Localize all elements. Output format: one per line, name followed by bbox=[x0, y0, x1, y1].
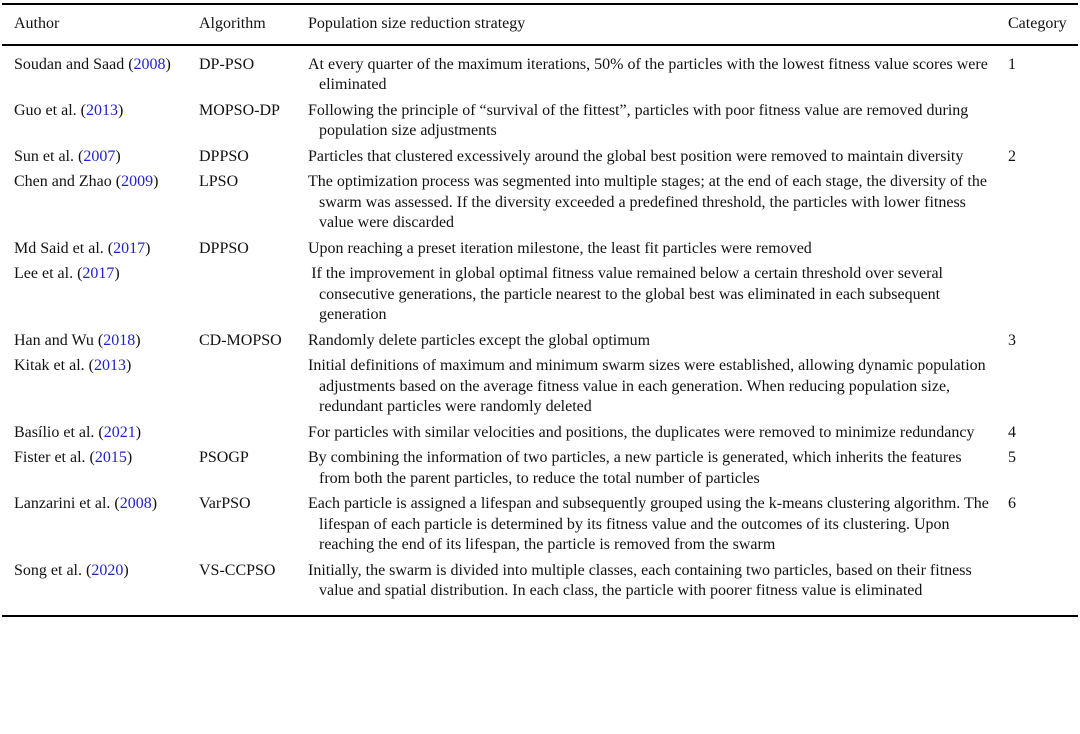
author-close-paren: ) bbox=[114, 265, 120, 282]
author-cell bbox=[14, 147, 199, 168]
algorithm-cell: DPPSO bbox=[199, 147, 249, 165]
strategy-cell: At every quarter of the maximum iterations, 50% of the particles with the lowest fitness value scores were eliminated bbox=[308, 55, 988, 93]
citation-year-link[interactable]: 2013 bbox=[93, 357, 126, 374]
category-cell bbox=[1008, 101, 1080, 102]
author-cell bbox=[14, 264, 199, 285]
citation-year-link[interactable]: 2017 bbox=[82, 265, 115, 282]
algorithm-cell bbox=[199, 356, 308, 357]
strategy-cell: Initial definitions of maximum and minimum swarm sizes were established, allowing dynamic population adjustments based on the average fitness value in each generation. When reducing population size, redundant particles were randomly deleted bbox=[308, 357, 986, 415]
author-cell bbox=[14, 561, 199, 582]
author-close-paren: ) bbox=[165, 55, 171, 73]
citation-year-link[interactable]: 2008 bbox=[133, 55, 166, 73]
strategy-cell: Initially, the swarm is divided into multiple classes, each containing two particles, based on their fitness value and spatial distribution. In each class, the particle with poorer fitness value is eliminated bbox=[308, 561, 972, 599]
author-name-text: Guo et al. ( bbox=[14, 101, 86, 119]
category-cell bbox=[1008, 172, 1080, 173]
column-header-strategy: Population size reduction strategy bbox=[308, 15, 526, 32]
algorithm-cell: CD-MOPSO bbox=[199, 331, 282, 349]
strategy-cell: Randomly delete particles except the global optimum bbox=[308, 331, 651, 349]
author-name-text: Chen and Zhao ( bbox=[14, 173, 122, 190]
author-close-paren: ) bbox=[135, 331, 141, 349]
citation-year-link[interactable]: 2015 bbox=[94, 449, 127, 466]
column-header-category: Category bbox=[1008, 15, 1067, 32]
table-header-row bbox=[14, 5, 1080, 44]
algorithm-cell: DPPSO bbox=[199, 239, 249, 257]
strategy-cell: If the improvement in global optimal fitness value remained below a certain threshold over several consecutive generations, the particle nearest to the global best was eliminated in each subsequent generation bbox=[308, 265, 943, 323]
column-header-algorithm: Algorithm bbox=[199, 15, 266, 32]
author-name-text: Lanzarini et al. ( bbox=[14, 495, 120, 512]
strategy-cell: Each particle is assigned a lifespan and subsequently grouped using the k-means clustering algorithm. The lifespan of each particle is determined by its fitness value and the outcomes of its clustering. Upon reaching the end of its lifespan, the particle is removed from the swarm bbox=[308, 495, 989, 553]
algorithm-cell: MOPSO-DP bbox=[199, 101, 280, 119]
author-cell bbox=[14, 423, 199, 444]
table-row bbox=[14, 239, 1080, 260]
category-cell bbox=[1008, 356, 1080, 357]
citation-year-link[interactable]: 2013 bbox=[85, 101, 118, 119]
citation-year-link[interactable]: 2021 bbox=[103, 423, 136, 441]
author-close-paren: ) bbox=[115, 147, 121, 165]
category-cell: 5 bbox=[1008, 449, 1016, 466]
table-body bbox=[0, 46, 1080, 615]
citation-year-link[interactable]: 2017 bbox=[113, 239, 146, 257]
strategy-cell: Following the principle of “survival of the fittest”, particles with poor fitness value are removed during population size adjustments bbox=[308, 101, 969, 139]
author-name-text: Sun et al. ( bbox=[14, 147, 84, 165]
author-name-text: Md Said et al. ( bbox=[14, 239, 114, 257]
strategy-cell: Particles that clustered excessively around the global best position were removed to maintain diversity bbox=[308, 147, 964, 165]
author-name-text: Soudan and Saad ( bbox=[14, 55, 134, 73]
category-cell: 6 bbox=[1008, 495, 1016, 512]
table-row bbox=[14, 147, 1080, 168]
author-close-paren: ) bbox=[123, 561, 129, 579]
table-row bbox=[14, 172, 1080, 234]
author-cell bbox=[14, 448, 199, 469]
category-cell: 3 bbox=[1008, 331, 1016, 349]
citation-year-link[interactable]: 2009 bbox=[121, 173, 154, 190]
citation-year-link[interactable]: 2007 bbox=[83, 147, 116, 165]
category-cell: 1 bbox=[1008, 55, 1016, 73]
author-close-paren: ) bbox=[135, 423, 142, 441]
algorithm-cell: PSOGP bbox=[199, 449, 249, 466]
table-bottom-rule bbox=[2, 615, 1078, 617]
algorithm-cell bbox=[199, 264, 308, 265]
citation-year-link[interactable]: 2020 bbox=[91, 561, 124, 579]
category-cell bbox=[1008, 561, 1080, 562]
category-cell bbox=[1008, 264, 1080, 265]
author-close-paren: ) bbox=[145, 239, 151, 257]
algorithm-cell: DP-PSO bbox=[199, 55, 255, 73]
algorithm-cell bbox=[199, 423, 308, 424]
author-name-text: Lee et al. ( bbox=[14, 265, 83, 282]
author-cell bbox=[14, 101, 199, 122]
table-row bbox=[14, 494, 1080, 556]
author-close-paren: ) bbox=[153, 173, 159, 190]
author-name-text: Kitak et al. ( bbox=[14, 357, 94, 374]
author-cell bbox=[14, 494, 199, 515]
algorithm-cell: VarPSO bbox=[199, 495, 251, 512]
category-cell: 4 bbox=[1008, 423, 1016, 441]
strategy-cell: The optimization process was segmented into multiple stages; at the end of each stage, the diversity of the swarm was assessed. If the diversity exceeded a predefined threshold, the particles with lower fitness value were discarded bbox=[308, 173, 987, 231]
strategy-cell: For particles with similar velocities and positions, the duplicates were removed to minimize redundancy bbox=[308, 423, 975, 441]
citation-year-link[interactable]: 2008 bbox=[119, 495, 152, 512]
author-close-paren: ) bbox=[117, 101, 124, 119]
table-row bbox=[14, 561, 1080, 602]
category-cell: 2 bbox=[1008, 147, 1016, 165]
author-cell bbox=[14, 55, 199, 76]
column-header-author: Author bbox=[14, 15, 60, 32]
table-row bbox=[14, 423, 1080, 444]
table-row bbox=[14, 264, 1080, 326]
algorithm-cell: LPSO bbox=[199, 173, 239, 190]
author-close-paren: ) bbox=[151, 495, 158, 512]
table-row bbox=[14, 448, 1080, 489]
author-cell bbox=[14, 172, 199, 193]
author-cell bbox=[14, 331, 199, 352]
strategy-cell: By combining the information of two particles, a new particle is generated, which inherits the features from both the parent particles, to reduce the total number of particles bbox=[308, 449, 962, 487]
author-name-text: Fister et al. ( bbox=[14, 449, 95, 466]
strategy-cell: Upon reaching a preset iteration milestone, the least fit particles were removed bbox=[308, 239, 812, 257]
author-cell bbox=[14, 356, 199, 377]
citation-year-link[interactable]: 2018 bbox=[103, 331, 136, 349]
algorithm-cell: VS-CCPSO bbox=[199, 561, 276, 579]
author-cell bbox=[14, 239, 199, 260]
table-row bbox=[14, 356, 1080, 418]
category-cell bbox=[1008, 239, 1080, 240]
author-close-paren: ) bbox=[126, 449, 133, 466]
author-name-text: Basílio et al. ( bbox=[14, 423, 104, 441]
table-row bbox=[14, 101, 1080, 142]
table-row bbox=[14, 55, 1080, 96]
author-close-paren: ) bbox=[125, 357, 132, 374]
author-name-text: Han and Wu ( bbox=[14, 331, 104, 349]
table-row bbox=[14, 331, 1080, 352]
author-name-text: Song et al. ( bbox=[14, 561, 92, 579]
